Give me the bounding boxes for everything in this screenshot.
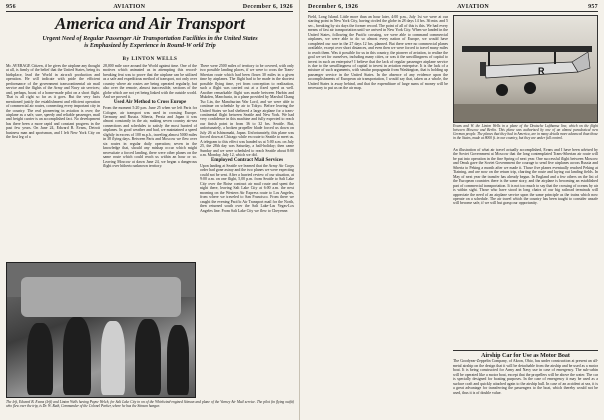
photo-lufthansa-plane (453, 15, 598, 123)
right-page-number: 957 (588, 4, 598, 10)
left-column-3 (200, 64, 294, 356)
plane-wheel-left (496, 84, 508, 96)
plane-engine (480, 62, 486, 76)
left-page-header (6, 3, 293, 12)
right-issue-date: December 6, 1926 (308, 4, 359, 10)
airship-article-text: The Goodyear-Zeppelin Company, of Akron, Ohio, has under construction at present an all-metal airship on the design that it will be detachable from the airship and be used as a motor boat. It is being constructed for Army and Navy use in case of emergency. The sub-cabin will be operated like a motor boat, except that the propellers will be above the water. The car is specially designed for boating purposes. In the case of emergency it may be used as a surface craft and quickly attached again to the airship hull. In case of an accident at sea, it is a great advantage for transferring the passengers to the boat, which thereby would not be used, thus it is of double value. (453, 359, 598, 395)
column-3-text-2: Upon landing at Seattle we learned that the Army Air Corps order had gone astray and the two planes we were expecting could not be sent. After a hurried review of our situation, at 9:00 a.m. on one flight, 5,00 p.m. from Seattle to Salt Lake City over the Boise contract air mail route and spent the night there, leaving Salt Lake City at 6:00 a.m. the next morning on the Western Air Express route to Los Angeles, from where we traveled to San Francisco. From there we caught the evening Pacific Air Transport mail for the North, then returned south over the Salt Lake-Las Vegas-Los Angeles line. From Salt Lake City we flew to Cheyenne. (200, 163, 294, 213)
column-3-text: There were 2500 miles of territory to be covered, with only two possible landing places, if we were to cross the Trans-Siberian route which had been flown 30 miles in a given time by airplanes. The flight had to be made in the shortest possible flying time, yet from conception to realization, such a flight was carried out at a fixed speed as well. Another remarkable flight was made between Harbin and Mukden, Manchuria, in a plane provided by Marshal Chang Tso Lin, the Manchurian War Lord, and we were able to continue on schedule by air to Tokyo. Before leaving the United States we had sheltered a large airplane for a trans-continental flight between Seattle and New York. We had very confidence in this machine and fully expected to reach our finish point in from 36 to 32 hrs. Seattle. But, unfortunately, a broken propeller blade forced us down on July 26 at Ishinomaki, Japan. Unfortunately, this plane was forced down at Chicago while en route to Seattle to meet us. A telegram to this effect was handed us at 5:00 a.m. on July 25, the 28th day was Saturday, a half-holiday; then came Sunday and we were scheduled to reach Seattle about 8:00 a.m. Monday, July 12, which we did. (200, 64, 294, 158)
right-page (302, 0, 604, 420)
plane-strut-left (488, 52, 490, 66)
plane-fuselage (484, 62, 578, 78)
photo-person-1 (27, 323, 53, 395)
plane-marking: R (538, 66, 545, 76)
article-subtitle (10, 35, 290, 49)
photo-person-4 (135, 319, 161, 395)
left-column-1 (6, 64, 100, 260)
left-magazine-title: AVIATION (113, 4, 146, 10)
subtitle-line-2: is Emphasized by Experience in Round-W orld Trip (84, 42, 216, 49)
right-page-header (308, 3, 598, 12)
column-2-subhead: Used Air Method to Cross Europe (113, 99, 187, 105)
plane-illustration (454, 16, 598, 123)
left-issue-date: December 6, 1926 (242, 4, 293, 10)
photo-person-5 (167, 325, 189, 395)
column-2-text-2: From the moment 5:20 p.m. June 25 when we left Paris for Cologne, air transport was used in crossing Europe. Germany and Russia. Siberia, Persia and Japan it was almost constantly in the air, making seven country air-sea connections and schedules to satisfy the most hurried of airplanes. In good weather and bad, we maintained a speed slightly in excess of 100 m.p.h., traveling almost 5000 miles in 38 flying days. Between Paris and Moscow we flew over six routes in regular daily operation; seven in the knowledge that, should any mishap occur which might necessitate a forced landing, there were other planes on the same route which could reach us within an hour or so. Leaving Moscow at dawn June 24, we began a dangerous flight over hitherto unknown territory. (103, 106, 197, 168)
right-magazine-title: AVIATION (457, 4, 490, 10)
left-photo-caption: The left, Edward B. Evans (left) and Linton Wells having Payne Welch, for Salt Lake City in on of the Whirlwind-engined Stinson and plane of the Varney Air Mail service. The pilot (in flying outfit) who flew over the trip, is Dr. W. Ruth, Commander of the Colonel Parker, where he has the Stinson hangar. (6, 400, 294, 409)
column-2-text: 28,000 mile race around the World against time. One of the motives which animated us in attempting this record-breaking feat was to prove that the airplane can be utilized as a safe and expeditious method of transport, not only over country where air routes are being operated regularly, but also over the remote, almost inaccessible, sections of the globe which are not yet being linked with the outside world. And we proved it. (103, 64, 197, 100)
left-column-2 (103, 64, 197, 260)
plane-ground (454, 104, 598, 123)
left-page-number: 956 (6, 4, 16, 10)
airship-article-title: Airship Car for Use as Motor Boat (481, 353, 570, 359)
article-title: America and Air Transport (54, 14, 246, 33)
right-column-2-text: An illustration of what air travel actually accomplished, Evans and I have been advised by the Soviet Government at Moscow that the long contemplated Trans-Siberian air route will be put into operation in the fine Spring of next year. One successful flight between Moscow and Omsk gave the Soviet Government the courage to send five airplanes across Russia and Siberia to Peking a month after we made it. Those five planes eventually reached Peking at Tiaining, and are now on the return trip, charting the route and laying out landing fields. In May of next year the transfer has already begun. In England and a few others on the list of the European countries there is the same story, and the airplane is becoming an established part of commercial transportation. It is not too much to say that the crossing of oceans by air is within sight. Those who have stood in long chairs of our big railroad terminals will appreciate the need of an airplane service upon the same principle as the trains which now operate on a schedule. The air travel which the country has been taught to consider unsafe will become safe, if we will but grasp our opportunity. (453, 148, 598, 206)
column-3-subhead: Employed Contract Mail Services (210, 157, 284, 163)
plane-strut-right (554, 52, 556, 64)
photo-plane-wing (21, 277, 181, 317)
photo-person-3 (101, 321, 125, 395)
article-byline: By LINTON WELLS (122, 56, 178, 62)
photo-person-2 (63, 317, 91, 395)
column-1-text: Mr. AVERAGE Citizen, if he gives the airplane any thought at all, is firmly of the belief that the United States, being its birthplace, lead the World in aircraft production and operation. He will indicate with pride the efficient performance of the government transcontinental air mail service and the flights of the Army and Navy air services; and, perhaps, boast of a home-made pilot on a short flight. That is all right so far as it goes. But the very facts mentioned justify the establishment and efficient operation of commercial air routes, connecting every important city in the country. The real pioneering in aviation is over; the airplane as a safe, sure, speedy and reliable passenger, mail and freight carrier is an accomplished fact. No development has there been a more rapid and constant progress in the past few years. On June 24, Edward B. Evans, Detroit business man and sportsman, and I left New York City on the first leg of a (6, 64, 100, 140)
right-photo-caption: Evans and W. the Linton Wells in a plane of the Deutsche Lufthansa line, which on the flight between Moscow and Berlin. This plane was authorized by one of an almost paradoxical new German people. The planes that they had in America, are in many details more advanced than those in the States, made at 8000 ft. in our country, but they are under full control. (453, 124, 598, 141)
right-column-1-text: Field, Long Island. Little more than an hour later, 4:00 p.m., July 1st we were at our starting point in New York City, having circled the globe in 28 days 14 hrs. 36 min. and 5 sec., breaking by six days the former record. The point of all of this is this. We had every means of fast air transportation until we arrived in New York City. When we landed in the United States, following the Pacific crossing, we were able to command commercial airplanes, we were able to do so almost every nation of Europe, we would have completed our race in the 27 days 12 hrs. planned. But there were no commercial planes available, except over short distances, and even then we were forced to travel many miles to reach them. Was it possible for us in this country, the pioneer of aviation, to realize the goal we set for ourselves, including many cities, or was it the unwillingness of capital to invest in such an enterprise? I believe that the lack of regular passenger airplane service is due to the unwillingness of capital to invest in aviation enterprise. It is the lack of a mixture of such arguments, with similar propaganda from Washington, that is holding up passenger service in the United States. In the absence of any evidence upon the accomplishments of European air transportation, I would say that, taken as a whole, the United States is away behind, and that the expenditure of large sums of money will be necessary to put us on the air map. (308, 15, 448, 91)
subtitle-line-1: Urgent Need of Regular Passenger Air Transportation Facilities in the United States (42, 35, 258, 42)
left-page (0, 0, 300, 420)
right-column-2 (453, 148, 598, 348)
right-column-1 (308, 15, 448, 415)
plane-wheel-right (524, 82, 536, 94)
plane-wing (462, 46, 592, 52)
airship-article (453, 350, 598, 416)
photo-aviators-with-plane (6, 262, 196, 398)
